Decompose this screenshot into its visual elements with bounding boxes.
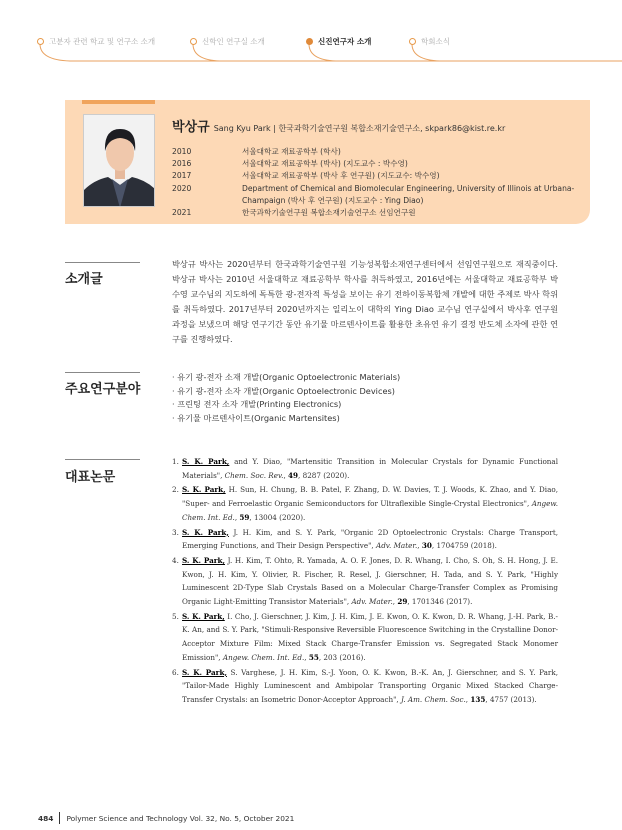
pub-volume: 59 [239,512,250,522]
pub-citation [182,610,558,665]
cv-row [172,146,582,158]
pub-authors-title: I. Cho, J. Gierschner, J. Kim, J. H. Kim, J. E. Kwon, O. K. Kwon, D. R. Whang, J.-H. Park, B.-K. An, and S. Y. Park, "Stimuli-Responsive Reversible Fluorescence Switching in the Crystalline Donor-Acceptor Mixture Film: Mixed Stack Charge-Transfer Emission vs. Segregated Stack Monomer Emission", [182,611,558,662]
cv-year: 2010 [172,147,192,156]
circle-icon [190,38,197,45]
research-areas [172,371,400,425]
pub-number: 5. [172,611,179,621]
profile-header [172,116,505,135]
pub-number: 3. [172,527,179,537]
pub-journal: Angew. Chem. Int. Ed. [222,652,305,662]
cv-year: 2017 [172,171,192,181]
pub-authors-title: H. Sun, H. Chung, B. B. Patel, F. Zhang, D. W. Davies, T. J. Woods, K. Zhao, and Y. Diao, "Super- and Ferroelastic Organic Semiconductors for Ultraflexible Single-Crystal Electronics", [182,485,558,509]
pub-citation [182,526,558,553]
cv-text: 서울대학교 재료공학부 (박사 후 연구원) (지도교수: 박수영) [242,171,440,181]
pub-sep: , [283,470,289,480]
cv-text: Department of Chemical and Biomolecular Engineering, University of Illinois at Urbana-Champaign (박사 후 연구원) (지도교수 : Ying Diao) [242,183,575,205]
intro-text: 박상규 박사는 2020년부터 한국과학기술연구원 기능성복합소재연구센터에서 선임연구원으로 재직중이다. 박상규 박사는 2010년 서울대학교 재료공학부 학사를 취득하였고, 2016년에는 서울대학교 재료공학부 박수영 교수님의 지도하에 독특한 광-전자적 특성을 보이는 유기 전하이동복합체 개발에 대한 주제로 박사 학위를 취득하였다. 2017년부터 2020년까지는 일리노이 대학의 Ying Diao 교수님 연구실에서 박사후 연구원 과정을 보냈으며 해당 연구기간 동안 유기물 마르텐사이트를 활용한 초유연 유기 결정 반도체 소자에 관한 연구를 진행하였다. [172,259,558,344]
cv-row [172,158,582,170]
pub-journal: Chem. Soc. Rev. [224,470,284,480]
profile-name: 박상규 [172,120,210,135]
divider [65,459,140,460]
publication-item [172,483,558,524]
area-item: · 프린팅 전자 소자 개발(Printing Electronics) [172,399,342,409]
publication-item [172,610,558,665]
pub-authors-title: J. H. Kim, and S. Y. Park, "Organic 2D Optoelectronic Crystals: Charge Transport, Emerging Functions, and Their Design Perspective", [182,527,558,551]
cv-row [172,207,582,219]
nav-item-schools[interactable] [37,36,155,47]
cv-text: 한국과학기술연구원 복합소재기술연구소 선임연구원 [242,208,416,218]
nav-item-researchers[interactable] [306,36,371,47]
area-item: · 유기 광-전자 소자 개발(Organic Optoelectronic Devices) [172,385,395,396]
pub-volume: 29 [397,597,408,607]
pub-authors-title: J. H. Kim, T. Ohto, R. Yamada, A. O. F. Jones, D. R. Whang, I. Cho, S. Oh, S. H. Hong, J. E. Kwon, J. H. Kim, Y. Olivier, R. Fischer, R. Resel, J. Gierschner, H. Tada, and S. Y. Park, "Highly Luminescent 2D-Type Slab Crystals Based on a Molecular Charge-Transfer Complex as Promising Organic Light-Emitting Transistor Materials", [182,555,558,607]
pub-volume: 55 [308,652,319,662]
pub-volume: 30 [421,541,432,551]
pub-number: 4. [172,555,179,565]
cv-year: 2021 [172,208,192,218]
pub-journal: J. Am. Chem. Soc. [401,694,466,704]
pub-citation [182,666,558,707]
nav-item-labs[interactable] [190,36,265,47]
accent-strip [82,100,155,104]
footer-divider [59,812,60,824]
nav-label: 신학인 연구실 소개 [202,37,265,46]
cv-year: 2016 [172,159,192,169]
cv-year: 2020 [172,183,192,193]
publication-list [172,455,558,708]
pub-sep: , [465,694,471,704]
area-item: · 유기 광-전자 소재 개발(Organic Optoelectronic Materials) [172,372,401,382]
page-number: 484 [38,813,54,823]
profile-affiliation: Sang Kyu Park | 한국과학기술연구원 복합소재기술연구소, skpark86@kist.re.kr [213,124,506,133]
pub-number: 1. [172,457,179,466]
pub-pages-year: , 1701346 (2017). [407,597,473,607]
area-item: · 유기물 마르텐사이트(Organic Martensites) [172,412,340,423]
pub-author-self: S. K. Park, [182,485,226,495]
nav-curve-decoration [0,0,622,70]
divider [65,262,140,263]
nav-item-news[interactable] [409,36,450,47]
profile-photo [83,114,155,207]
pub-number: 6. [172,667,179,677]
areas-heading: 주요연구분야 [65,382,141,397]
pub-sep: , [304,652,309,662]
cv-list [172,146,582,219]
pub-citation [182,455,558,482]
publication-item [172,554,558,609]
cv-text: 서울대학교 재료공학부 (박사) (지도교수 : 박수영) [242,159,408,169]
pubs-heading: 대표논문 [65,470,116,485]
pub-volume: 49 [288,470,299,480]
pub-pages-year: , 203 (2016). [318,652,366,662]
circle-icon [37,38,44,45]
pub-journal: Angew. Chem. Int. Ed. [182,499,558,522]
pub-author-self: S. K. Park, [182,527,229,537]
section-nav [0,0,622,70]
pub-author-self: S. K. Park, [182,555,226,565]
pub-sep: , [234,512,240,522]
pub-volume: 135 [470,694,486,704]
pub-number: 2. [172,485,179,495]
nav-label: 고분자 관련 학교 및 연구소 소개 [49,37,156,46]
circle-icon [409,38,416,45]
pub-pages-year: , 1704759 (2018). [431,541,497,551]
page-footer [38,812,294,824]
journal-info: Polymer Science and Technology Vol. 32, No. 5, October 2021 [66,813,295,823]
pub-sep: , [392,597,398,607]
pub-citation [182,483,558,524]
pub-author-self: S. K. Park, [182,611,225,621]
pub-authors-title: S. Varghese, J. H. Kim, S.-J. Yoon, O. K. Kwon, B.-K. An, J. Gierschner, and S. Y. Park, "Tailor-Made Highly Luminescent and Ambipolar Transporting Organic Mixed Stacked Charge-Transfer Crystals: an Isometric Donor-Acceptor Approach", [182,667,558,704]
pub-pages-year: , 8287 (2020). [298,470,350,480]
pub-pages-year: , 13004 (2020). [249,512,306,522]
publication-item [172,455,558,482]
pub-citation [182,554,558,609]
intro-heading: 소개글 [65,272,103,287]
cv-row [172,170,582,182]
divider [65,372,140,373]
publication-item [172,666,558,707]
pub-sep: , [417,541,422,551]
circle-icon [306,38,313,45]
publication-item [172,526,558,553]
pub-author-self: S. K. Park, [182,667,227,677]
pub-journal: Adv. Mater. [351,597,393,607]
pub-pages-year: , 4757 (2013). [485,694,537,704]
cv-text: 서울대학교 재료공학부 (학사) [242,147,341,156]
nav-label: 신진연구자 소개 [318,37,372,46]
cv-row [172,183,582,207]
pub-author-self: S. K. Park, [182,457,230,466]
pub-journal: Adv. Mater. [376,541,418,551]
pub-authors-title: and Y. Diao, "Martensitic Transition in Molecular Crystals for Dynamic Functional Materials", [182,457,559,480]
nav-label: 학회소식 [421,37,450,46]
